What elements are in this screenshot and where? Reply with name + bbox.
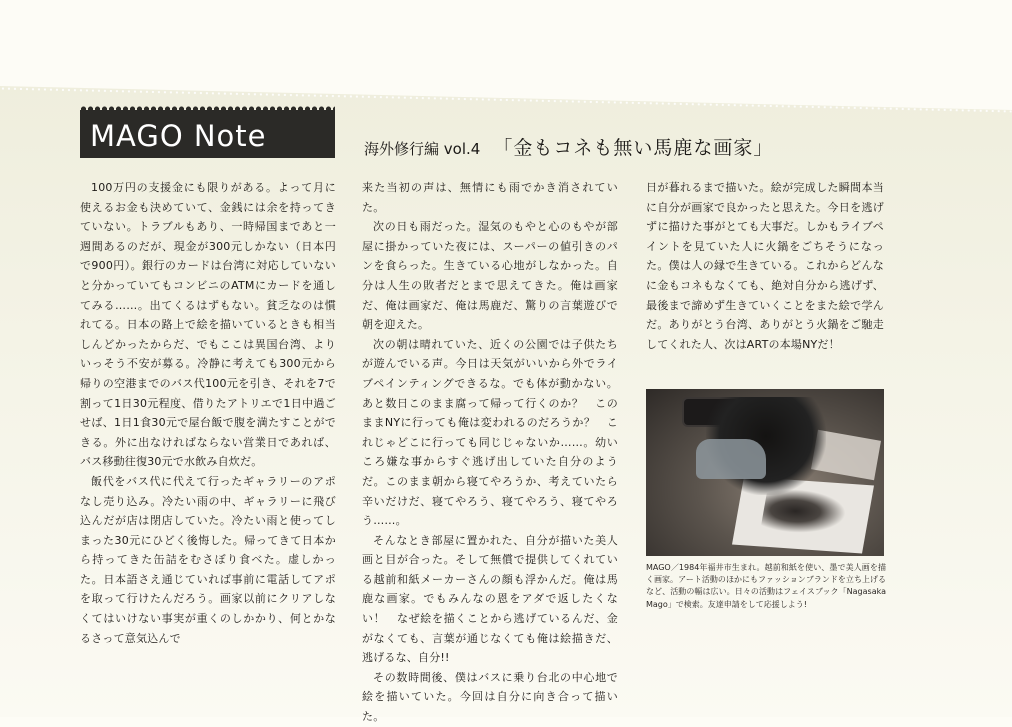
- body-column-1: [80, 178, 336, 648]
- body-column-2: [362, 178, 618, 727]
- paragraph: 100万円の支援金にも限りがある。よって月に使えるお金も決めていて、金銭には余を持ってきていない。トラブルもあり、一時帰国まであと一週間あるのだが、現金が300元しかない（日本円で900円）。銀行のカードは台湾に対応していないと分かっていてもコンビニのATMにカードを通してみる……。出てくるはずもない。貧乏なのは慣れてる。日本の路上で絵を描いているときも相当しんどかったからだ、でもここは異国台湾、よりいっそう不安が募る。冷静に考えても300元から帰りの空港までのバス代100元を引き、それを7で割って1日30元程度、借りたアトリエで1日中過ごせば、1日1食30元で屋台飯で腹を満たすことができる。外に出なければならない営業日であれば、バス移動往復30元で水飲み自炊だ。: [80, 181, 336, 469]
- live-painting-photo: [646, 389, 884, 556]
- paragraph: 次の日も雨だった。湿気のもやと心のもやが部屋に掛かっていた夜には、スーパーの値引きのパンを食らった。生きている心地がしなかった。自分は人生の敗者だとまで思えてきた。俺は画家だ、俺は画家だ、俺は馬鹿だ、驚りの言葉遊びで朝を迎えた。: [362, 220, 618, 332]
- article-subtitle: [364, 133, 773, 160]
- series-label: 海外修行編 vol.4: [364, 140, 481, 158]
- page-title: MAGO Note: [90, 119, 267, 153]
- photo-caption: MAGO／1984年福井市生まれ。越前和紙を使い、墨で美人画を描く画家。アート活動のほかにもファッションブランドを立ち上げるなど、活動の幅は広い。日々の活動はフェイスブック「Nagasaka Mago」で検索。友達申請をして応援しよう!: [646, 563, 886, 609]
- paragraph: 日が暮れるまで描いた。絵が完成した瞬間本当に自分が画家で良かったと思えた。今日を逃げずに描けた事がとても大事だ。しかもライブペイントを見ていた人に火鍋をごちそうになった。僕は人の縁で生きている。これからどんなに金もコネもなくても、絶対自分から逃げず、最後まで諦めず生きていくことをまた絵で学んだ。ありがとう台湾、ありがとう火鍋をご馳走してくれた人、次はARTの本場NYだ！: [646, 181, 884, 351]
- painter-legs: [696, 439, 766, 479]
- body-column-3: [646, 178, 884, 354]
- paragraph: 次の朝は晴れていた、近くの公園では子供たちが遊んでいる声。今日は天気がいいから外でライブペインティングできるな。でも体が動かない。あと数日このまま腐って帰って行くのか？ このままNYに行っても俺は変われるのだろうか？ これじゃどこに行っても同じじゃないか……。幼いころ嫌な事からすぐ逃げ出していた自分のようだ。このまま朝から寝てやろうか、考えていたら辛いだけだ、寝てやろう、寝てやろう、寝てやろう……。: [362, 337, 618, 528]
- paragraph: 来た当初の声は、無情にも雨でかき消されていた。: [362, 181, 618, 214]
- title-box: [80, 110, 335, 158]
- article-title: 「金もコネも無い馬鹿な画家」: [493, 137, 774, 159]
- paragraph: そんなとき部屋に置かれた、自分が描いた美人画と目が合った。そして無償で提供してくれている越前和紙メーカーさんの顔も浮かんだ。俺は馬鹿な画家。でもみんなの恩をアダで返したくない！ なぜ絵を描くことから逃げているんだ、金がなくても、言葉が通じなくても俺は絵描きだ、逃げるな、自分!!: [362, 533, 618, 665]
- paragraph: その数時間後、僕はバスに乗り台北の中心地で絵を描いていた。今回は自分に向き合って描いた。: [362, 670, 618, 724]
- paragraph: 飯代をバス代に代えて行ったギャラリーのアポなし売り込み。冷たい雨の中、ギャラリーに飛び込んだが店は閉店していた。冷たい雨と使ってしまった30元にひどく後悔した。帰ってきて日本から持ってきた缶詰をむさぼり食べた。虚しかった。日本語さえ通じていれば事前に電話してアポを取って行けたんだろう。画家以前にクリアしなくてはいけない事実が重くのしかかり、何とかなるさって意気込んで: [80, 474, 336, 645]
